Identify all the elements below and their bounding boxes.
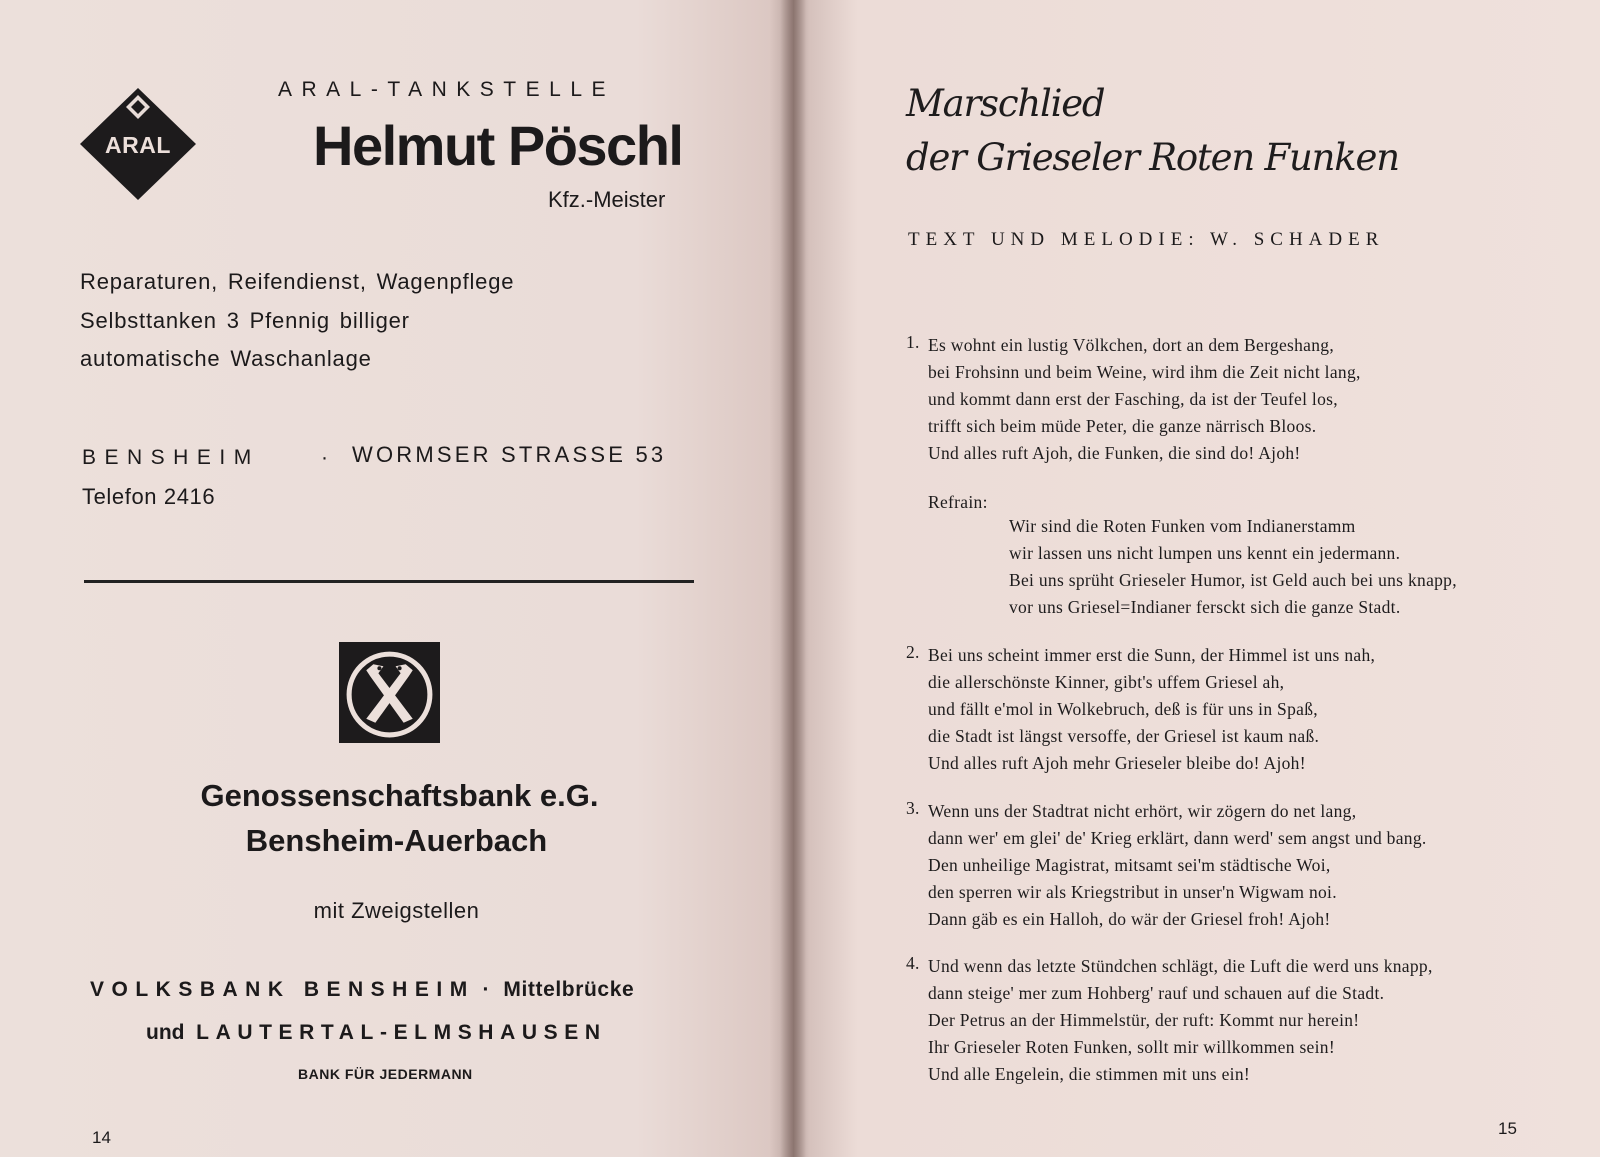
bank-branches-note: mit Zweigstellen <box>313 898 480 923</box>
lyric-line: dann wer' em glei' de' Krieg erklärt, dann werd' sem angst und bang. <box>928 828 1427 848</box>
lyric-line: Und wenn das letzte Stündchen schlägt, die Luft die werd uns knapp, <box>928 956 1433 976</box>
bank-location: Bensheim-Auerbach <box>245 823 548 858</box>
address-separator: · <box>321 446 328 469</box>
refrain-line: wir lassen uns nicht lumpen uns kennt ein jedermann. <box>1009 543 1401 563</box>
song-title-line1: Marschlied <box>906 82 1105 125</box>
service-item: Reparaturen, Reifendienst, Wagenpflege <box>80 269 515 294</box>
lyric-line: Wenn uns der Stadtrat nicht erhört, wir zögern do net lang, <box>928 801 1357 821</box>
refrain <box>1009 513 1457 621</box>
left-page <box>0 0 793 1157</box>
lyric-line: Es wohnt ein lustig Völkchen, dort an dem Bergeshang, <box>928 335 1335 355</box>
stanza <box>906 642 1375 777</box>
phone-number: Telefon 2416 <box>82 484 216 509</box>
refrain-line: Bei uns sprüht Grieseler Humor, ist Geld auch bei uns knapp, <box>1009 570 1457 590</box>
lyric-line: trifft sich beim müde Peter, die ganze närrisch Bloos. <box>928 416 1317 436</box>
lyric-line: Den unheilige Magistrat, mitsamt sei'm städtische Woi, <box>928 855 1331 875</box>
stanza-number: 4. <box>906 953 920 973</box>
lyric-line: Und alle Engelein, die stimmen mit uns ein! <box>928 1064 1251 1084</box>
lautertal-name: LAUTERTAL-ELMSHAUSEN <box>196 1021 607 1044</box>
page-number-left: 14 <box>92 1128 111 1147</box>
aral-subtitle: Kfz.-Meister <box>548 187 666 212</box>
song-credit: TEXT UND MELODIE: W. SCHADER <box>908 229 1385 250</box>
bank-name: Genossenschaftsbank e.G. <box>200 778 599 813</box>
address-city: BENSHEIM <box>82 446 260 469</box>
lyric-line: dann steige' mer zum Hohberg' rauf und schauen auf die Stadt. <box>928 983 1385 1003</box>
stanza <box>906 798 1427 933</box>
lyric-line: Bei uns scheint immer erst die Sunn, der Himmel ist uns nah, <box>928 645 1376 665</box>
refrain-line: Wir sind die Roten Funken vom Indianerstamm <box>1009 516 1356 536</box>
refrain-label: Refrain: <box>928 492 988 512</box>
volksbank-separator: · <box>482 978 490 1001</box>
address-street: WORMSER STRASSE 53 <box>352 442 667 467</box>
lyric-line: Ihr Grieseler Roten Funken, sollt mir willkommen sein! <box>928 1037 1335 1057</box>
song-title-line2: der Grieseler Roten Funken <box>906 136 1399 179</box>
volksbank-place: Mittelbrücke <box>503 978 635 1001</box>
lyric-line: Und alles ruft Ajoh, die Funken, die sind do! Ajoh! <box>928 443 1301 463</box>
and-word: und <box>146 1021 185 1044</box>
lyric-line: den sperren wir als Kriegstribut in unser'n Wigwam noi. <box>928 882 1337 902</box>
raiffeisen-crossed-horses-icon <box>339 642 440 743</box>
aral-logo-text: ARAL <box>105 132 171 158</box>
lyric-line: Der Petrus an der Himmelstür, der ruft: Kommt nur herein! <box>928 1010 1360 1030</box>
aral-kicker: ARAL-TANKSTELLE <box>278 78 616 101</box>
bank-tagline: BANK FÜR JEDERMANN <box>298 1066 473 1082</box>
lyric-line: die Stadt ist längst versoffe, der Griesel ist kaum naß. <box>928 726 1320 746</box>
stanza-number: 2. <box>906 642 920 662</box>
stanza <box>906 953 1433 1088</box>
lautertal-line <box>146 1021 607 1045</box>
volksbank-name: VOLKSBANK BENSHEIM <box>90 978 475 1001</box>
aral-business-name: Helmut Pöschl <box>313 114 683 177</box>
service-item: Selbsttanken 3 Pfennig billiger <box>80 307 410 333</box>
volksbank-line <box>90 978 634 1002</box>
stanza-number: 3. <box>906 798 920 818</box>
stanza <box>906 332 1361 467</box>
lyric-line: bei Frohsinn und beim Weine, wird ihm die Zeit nicht lang, <box>928 362 1361 382</box>
page-number-right: 15 <box>1498 1119 1517 1138</box>
lyric-line: Und alles ruft Ajoh mehr Grieseler bleibe do! Ajoh! <box>928 753 1306 773</box>
aral-logo <box>78 86 198 202</box>
aral-services-list <box>80 263 514 379</box>
service-item: automatische Waschanlage <box>80 346 372 371</box>
lyric-line: Dann gäb es ein Halloh, do wär der Griesel froh! Ajoh! <box>928 909 1331 929</box>
book-gutter <box>780 0 806 1157</box>
lyric-line: und kommt dann erst der Fasching, da ist der Teufel los, <box>928 389 1338 409</box>
lyric-line: und fällt e'mol in Wolkebruch, deß is für uns in Spaß, <box>928 699 1318 719</box>
stanza-number: 1. <box>906 332 920 352</box>
ad-divider <box>84 580 694 583</box>
refrain-line: vor uns Griesel=Indianer fersckt sich die ganze Stadt. <box>1009 597 1401 617</box>
lyric-line: die allerschönste Kinner, gibt's uffem Griesel ah, <box>928 672 1285 692</box>
